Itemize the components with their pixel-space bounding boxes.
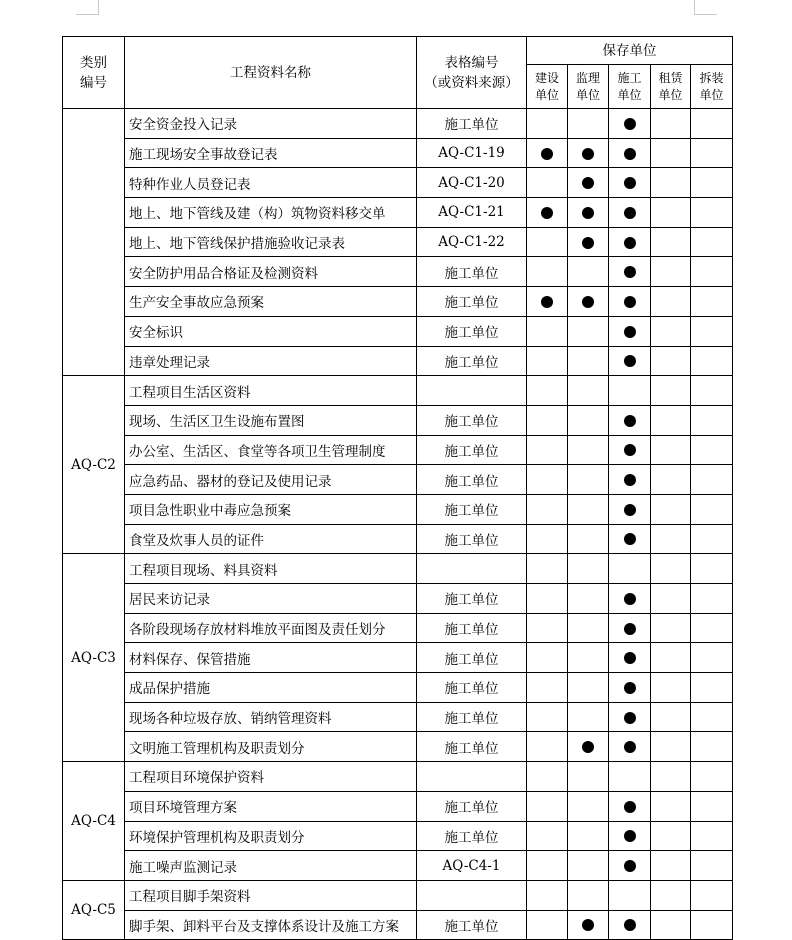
record-name: 成品保护措施 (125, 673, 417, 703)
keep-unit-cell (527, 732, 568, 762)
category-code (63, 109, 125, 376)
keep-unit-cell (691, 643, 733, 673)
keep-unit-cell (609, 109, 651, 139)
record-code: 施工单位 (417, 821, 527, 851)
keep-unit-cell (568, 613, 609, 643)
record-name: 安全资金投入记录 (125, 109, 417, 139)
filled-dot-icon (624, 919, 636, 931)
filled-dot-icon (624, 830, 636, 842)
keep-unit-cell (609, 762, 651, 792)
table-row (63, 762, 733, 792)
keep-unit-cell (527, 613, 568, 643)
record-name: 违章处理记录 (125, 346, 417, 376)
keep-unit-cell (609, 316, 651, 346)
keep-unit-cell (527, 821, 568, 851)
record-name: 施工噪声监测记录 (125, 851, 417, 881)
record-code (417, 880, 527, 910)
keep-unit-cell (651, 524, 691, 554)
header-name: 工程资料名称 (125, 37, 417, 109)
keep-unit-cell (651, 405, 691, 435)
keep-unit-cell (527, 880, 568, 910)
filled-dot-icon (582, 207, 594, 219)
filled-dot-icon (624, 533, 636, 545)
keep-unit-cell (609, 673, 651, 703)
keep-unit-cell (651, 851, 691, 881)
keep-unit-cell (527, 554, 568, 584)
record-name: 食堂及炊事人员的证件 (125, 524, 417, 554)
record-name: 地上、地下管线保护措施验收记录表 (125, 227, 417, 257)
filled-dot-icon (624, 504, 636, 516)
keep-unit-cell (609, 435, 651, 465)
table-row (63, 732, 733, 762)
filled-dot-icon (624, 177, 636, 189)
header-category: 类别 编号 (63, 37, 125, 109)
keep-unit-cell (691, 880, 733, 910)
record-name: 办公室、生活区、食堂等各项卫生管理制度 (125, 435, 417, 465)
keep-unit-cell (651, 584, 691, 614)
keep-unit-cell (568, 346, 609, 376)
keep-unit-cell (609, 168, 651, 198)
keep-unit-cell (527, 910, 568, 940)
keep-unit-cell (691, 168, 733, 198)
keep-unit-cell (651, 494, 691, 524)
keep-unit-cell (651, 257, 691, 287)
filled-dot-icon (541, 207, 553, 219)
crop-mark-top-left (76, 0, 99, 15)
keep-unit-cell (527, 524, 568, 554)
table-row (63, 405, 733, 435)
keep-unit-cell (527, 109, 568, 139)
filled-dot-icon (624, 266, 636, 278)
keep-unit-cell (568, 821, 609, 851)
table-body (63, 109, 733, 940)
table-row (63, 168, 733, 198)
keep-unit-cell (651, 613, 691, 643)
filled-dot-icon (624, 801, 636, 813)
record-code: 施工单位 (417, 287, 527, 317)
keep-unit-cell (527, 465, 568, 495)
header-unit-installation: 拆装 单位 (691, 65, 733, 109)
record-code: 施工单位 (417, 732, 527, 762)
table-row (63, 554, 733, 584)
table-row (63, 346, 733, 376)
keep-unit-cell (568, 791, 609, 821)
keep-unit-cell (691, 613, 733, 643)
filled-dot-icon (624, 207, 636, 219)
filled-dot-icon (582, 237, 594, 249)
keep-unit-cell (651, 791, 691, 821)
keep-unit-cell (651, 138, 691, 168)
keep-unit-cell (691, 138, 733, 168)
keep-unit-cell (691, 524, 733, 554)
keep-unit-cell (609, 138, 651, 168)
keep-unit-cell (568, 257, 609, 287)
keep-unit-cell (609, 465, 651, 495)
record-name: 工程项目环境保护资料 (125, 762, 417, 792)
table-row (63, 138, 733, 168)
record-name: 生产安全事故应急预案 (125, 287, 417, 317)
keep-unit-cell (651, 673, 691, 703)
crop-mark-top-right (694, 0, 717, 15)
record-name: 地上、地下管线及建（构）筑物资料移交单 (125, 198, 417, 228)
filled-dot-icon (624, 593, 636, 605)
table-row (63, 109, 733, 139)
keep-unit-cell (651, 554, 691, 584)
keep-unit-cell (609, 494, 651, 524)
keep-unit-cell (691, 821, 733, 851)
category-code: AQ-C2 (63, 376, 125, 554)
record-code: 施工单位 (417, 109, 527, 139)
keep-unit-cell (527, 138, 568, 168)
record-name: 现场各种垃圾存放、销纳管理资料 (125, 702, 417, 732)
record-code: 施工单位 (417, 673, 527, 703)
keep-unit-cell (609, 346, 651, 376)
record-code: 施工单位 (417, 584, 527, 614)
keep-unit-cell (691, 762, 733, 792)
table-row (63, 227, 733, 257)
record-name: 工程项目脚手架资料 (125, 880, 417, 910)
table-row (63, 287, 733, 317)
record-code: AQ-C4-1 (417, 851, 527, 881)
filled-dot-icon (624, 355, 636, 367)
record-name: 现场、生活区卫生设施布置图 (125, 405, 417, 435)
keep-unit-cell (609, 791, 651, 821)
record-code: AQ-C1-21 (417, 198, 527, 228)
keep-unit-cell (568, 910, 609, 940)
filled-dot-icon (624, 741, 636, 753)
keep-unit-cell (609, 405, 651, 435)
keep-unit-cell (568, 732, 609, 762)
record-name: 施工现场安全事故登记表 (125, 138, 417, 168)
keep-unit-cell (609, 851, 651, 881)
keep-unit-cell (651, 643, 691, 673)
keep-unit-cell (691, 257, 733, 287)
record-name: 文明施工管理机构及职责划分 (125, 732, 417, 762)
keep-unit-cell (568, 376, 609, 406)
keep-unit-cell (691, 109, 733, 139)
keep-unit-cell (527, 702, 568, 732)
records-table (62, 36, 733, 940)
keep-unit-cell (568, 465, 609, 495)
table-row (63, 494, 733, 524)
keep-unit-cell (651, 346, 691, 376)
keep-unit-cell (527, 376, 568, 406)
record-name: 居民来访记录 (125, 584, 417, 614)
keep-unit-cell (568, 762, 609, 792)
keep-unit-cell (609, 910, 651, 940)
keep-unit-cell (691, 851, 733, 881)
keep-unit-cell (651, 198, 691, 228)
keep-unit-cell (651, 762, 691, 792)
table-row (63, 910, 733, 940)
keep-unit-cell (527, 287, 568, 317)
filled-dot-icon (582, 177, 594, 189)
keep-unit-cell (651, 227, 691, 257)
record-name: 安全防护用品合格证及检测资料 (125, 257, 417, 287)
table-row (63, 376, 733, 406)
table-row (63, 613, 733, 643)
table-row (63, 524, 733, 554)
record-code (417, 554, 527, 584)
keep-unit-cell (568, 109, 609, 139)
keep-unit-cell (609, 880, 651, 910)
keep-unit-cell (651, 880, 691, 910)
keep-unit-cell (609, 287, 651, 317)
keep-unit-cell (527, 584, 568, 614)
filled-dot-icon (541, 148, 553, 160)
keep-unit-cell (691, 673, 733, 703)
keep-unit-cell (691, 346, 733, 376)
keep-unit-cell (527, 791, 568, 821)
keep-unit-cell (568, 851, 609, 881)
keep-unit-cell (651, 821, 691, 851)
keep-unit-cell (568, 643, 609, 673)
filled-dot-icon (582, 148, 594, 160)
record-name: 特种作业人员登记表 (125, 168, 417, 198)
record-code: 施工单位 (417, 791, 527, 821)
keep-unit-cell (651, 376, 691, 406)
keep-unit-cell (691, 287, 733, 317)
header-keep-units: 保存单位 (527, 37, 733, 65)
table-row (63, 435, 733, 465)
record-code: 施工单位 (417, 435, 527, 465)
keep-unit-cell (527, 762, 568, 792)
filled-dot-icon (624, 860, 636, 872)
record-name: 项目急性职业中毒应急预案 (125, 494, 417, 524)
record-name: 材料保存、保管措施 (125, 643, 417, 673)
keep-unit-cell (527, 168, 568, 198)
keep-unit-cell (527, 227, 568, 257)
keep-unit-cell (609, 584, 651, 614)
keep-unit-cell (651, 109, 691, 139)
header-code: 表格编号 （或资料来源） (417, 37, 527, 109)
header-unit-contractor: 施工 单位 (609, 65, 651, 109)
record-code (417, 762, 527, 792)
keep-unit-cell (527, 198, 568, 228)
table-row (63, 880, 733, 910)
table-row (63, 791, 733, 821)
keep-unit-cell (691, 584, 733, 614)
keep-unit-cell (568, 287, 609, 317)
filled-dot-icon (624, 237, 636, 249)
table-row (63, 316, 733, 346)
table-row (63, 673, 733, 703)
keep-unit-cell (691, 910, 733, 940)
record-code: 施工单位 (417, 702, 527, 732)
keep-unit-cell (651, 702, 691, 732)
keep-unit-cell (691, 376, 733, 406)
keep-unit-cell (568, 702, 609, 732)
keep-unit-cell (609, 376, 651, 406)
record-code: 施工单位 (417, 405, 527, 435)
record-code: 施工单位 (417, 613, 527, 643)
record-code: AQ-C1-22 (417, 227, 527, 257)
record-name: 脚手架、卸料平台及支撑体系设计及施工方案 (125, 910, 417, 940)
filled-dot-icon (624, 623, 636, 635)
filled-dot-icon (624, 712, 636, 724)
filled-dot-icon (624, 118, 636, 130)
header-unit-supervision: 监理 单位 (568, 65, 609, 109)
filled-dot-icon (624, 148, 636, 160)
keep-unit-cell (691, 227, 733, 257)
keep-unit-cell (568, 435, 609, 465)
record-name: 项目环境管理方案 (125, 791, 417, 821)
keep-unit-cell (527, 346, 568, 376)
record-name: 工程项目生活区资料 (125, 376, 417, 406)
keep-unit-cell (568, 227, 609, 257)
table-row (63, 257, 733, 287)
filled-dot-icon (582, 296, 594, 308)
record-code: 施工单位 (417, 346, 527, 376)
filled-dot-icon (582, 741, 594, 753)
keep-unit-cell (691, 198, 733, 228)
keep-unit-cell (651, 465, 691, 495)
keep-unit-cell (568, 168, 609, 198)
header-unit-construction: 建设 单位 (527, 65, 568, 109)
keep-unit-cell (609, 702, 651, 732)
keep-unit-cell (527, 257, 568, 287)
keep-unit-cell (527, 405, 568, 435)
keep-unit-cell (609, 524, 651, 554)
keep-unit-cell (609, 821, 651, 851)
keep-unit-cell (609, 227, 651, 257)
keep-unit-cell (527, 673, 568, 703)
keep-unit-cell (691, 405, 733, 435)
record-name: 各阶段现场存放材料堆放平面图及责任划分 (125, 613, 417, 643)
filled-dot-icon (582, 919, 594, 931)
keep-unit-cell (651, 910, 691, 940)
keep-unit-cell (527, 851, 568, 881)
category-code: AQ-C3 (63, 554, 125, 762)
record-code: 施工单位 (417, 910, 527, 940)
keep-unit-cell (568, 494, 609, 524)
keep-unit-cell (691, 732, 733, 762)
keep-unit-cell (691, 554, 733, 584)
record-code: AQ-C1-20 (417, 168, 527, 198)
keep-unit-cell (568, 405, 609, 435)
record-code: 施工单位 (417, 465, 527, 495)
filled-dot-icon (624, 415, 636, 427)
keep-unit-cell (568, 524, 609, 554)
filled-dot-icon (541, 296, 553, 308)
keep-unit-cell (609, 732, 651, 762)
keep-unit-cell (568, 584, 609, 614)
keep-unit-cell (527, 316, 568, 346)
table-row (63, 851, 733, 881)
table-row (63, 702, 733, 732)
category-code: AQ-C4 (63, 762, 125, 881)
keep-unit-cell (691, 702, 733, 732)
record-code (417, 376, 527, 406)
keep-unit-cell (691, 316, 733, 346)
keep-unit-cell (527, 435, 568, 465)
filled-dot-icon (624, 474, 636, 486)
record-code: 施工单位 (417, 494, 527, 524)
keep-unit-cell (568, 138, 609, 168)
record-name: 工程项目现场、料具资料 (125, 554, 417, 584)
keep-unit-cell (651, 168, 691, 198)
keep-unit-cell (568, 554, 609, 584)
keep-unit-cell (651, 732, 691, 762)
filled-dot-icon (624, 652, 636, 664)
keep-unit-cell (609, 643, 651, 673)
record-code: AQ-C1-19 (417, 138, 527, 168)
filled-dot-icon (624, 326, 636, 338)
record-code: 施工单位 (417, 316, 527, 346)
table-row (63, 584, 733, 614)
table-row (63, 821, 733, 851)
keep-unit-cell (609, 257, 651, 287)
record-name: 应急药品、器材的登记及使用记录 (125, 465, 417, 495)
keep-unit-cell (568, 880, 609, 910)
filled-dot-icon (624, 444, 636, 456)
filled-dot-icon (624, 296, 636, 308)
keep-unit-cell (609, 198, 651, 228)
keep-unit-cell (527, 643, 568, 673)
record-code: 施工单位 (417, 643, 527, 673)
record-name: 环境保护管理机构及职责划分 (125, 821, 417, 851)
keep-unit-cell (691, 494, 733, 524)
keep-unit-cell (651, 316, 691, 346)
keep-unit-cell (651, 435, 691, 465)
keep-unit-cell (568, 316, 609, 346)
header-unit-leasing: 租赁 单位 (651, 65, 691, 109)
keep-unit-cell (691, 435, 733, 465)
table-row (63, 465, 733, 495)
keep-unit-cell (568, 673, 609, 703)
keep-unit-cell (568, 198, 609, 228)
category-code: AQ-C5 (63, 880, 125, 939)
keep-unit-cell (609, 613, 651, 643)
record-name: 安全标识 (125, 316, 417, 346)
filled-dot-icon (624, 682, 636, 694)
keep-unit-cell (527, 494, 568, 524)
record-code: 施工单位 (417, 524, 527, 554)
table-row (63, 643, 733, 673)
record-code: 施工单位 (417, 257, 527, 287)
keep-unit-cell (691, 465, 733, 495)
keep-unit-cell (651, 287, 691, 317)
table-header (63, 37, 733, 109)
keep-unit-cell (609, 554, 651, 584)
table-row (63, 198, 733, 228)
keep-unit-cell (691, 791, 733, 821)
